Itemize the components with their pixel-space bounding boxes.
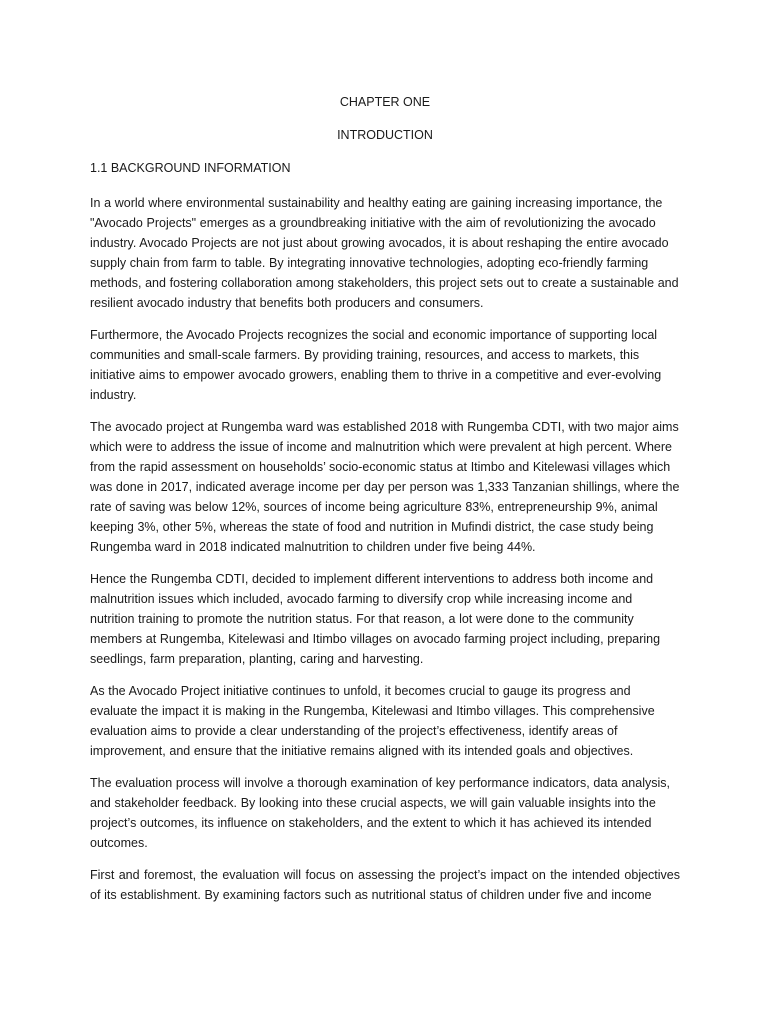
paragraph-6: The evaluation process will involve a thorough examination of key performance indicators, data analysis, and stakeholder feedback. By looking into these crucial aspects, we will gain valuable insights into the project’s outcomes, its influence on stakeholders, and the extent to which it has achieved its intended outcomes. xyxy=(90,776,670,850)
chapter-heading: CHAPTER ONE xyxy=(339,95,431,109)
paragraph-3: The avocado project at Rungemba ward was established 2018 with Rungemba CDTI, with two major aims which were to address the issue of income and malnutrition which were prevalent at high percent. Where from the rapid assessment on households’ socio-economic status at Itimbo and Kitelewasi villages which was done in 2017, indicated average income per day per person was 1,333 Tanzanian shillings, where the rate of saving was below 12%, sources of income being agriculture 83%, entrepreneurship 9%, animal keeping 3%, other 5%, whereas the state of food and nutrition in Mufindi district, the case study being Rungemba ward in 2018 indicated malnutrition to children under five being 44%. xyxy=(90,420,680,554)
paragraph-1: In a world where environmental sustainability and healthy eating are gaining increasing importance, the "Avocado Projects" emerges as a groundbreaking initiative with the aim of revolutionizing the avocado industry. Avocado Projects are not just about growing avocados, it is about reshaping the entire avocado supply chain from farm to table. By integrating innovative technologies, adopting eco-friendly farming methods, and fostering collaboration among stakeholders, this project sets out to create a sustainable and resilient avocado industry that benefits both producers and consumers. xyxy=(90,196,679,310)
section-heading: INTRODUCTION xyxy=(337,128,433,142)
paragraph-4: Hence the Rungemba CDTI, decided to implement different interventions to address both income and malnutrition issues which included, avocado farming to diversify crop while increasing income and nutrition training to promote the nutrition status. For that reason, a lot were done to the community members at Rungemba, Kitelewasi and Itimbo villages on avocado farming project including, preparing seedlings, farm preparation, planting, caring and harvesting. xyxy=(90,572,661,666)
paragraph-2: Furthermore, the Avocado Projects recognizes the social and economic importance of supporting local communities and small-scale farmers. By providing training, resources, and access to markets, this initiative aims to empower avocado growers, enabling them to thrive in a competitive and ever-evolving industry. xyxy=(90,328,662,402)
paragraph-5: As the Avocado Project initiative continues to unfold, it becomes crucial to gauge its progress and evaluate the impact it is making in the Rungemba, Kitelewasi and Itimbo villages. This comprehensive evaluation aims to provide a clear understanding of the project’s effectiveness, identify areas of improvement, and ensure that the initiative remains aligned with its intended goals and objectives. xyxy=(90,684,655,758)
subsection-heading: 1.1 BACKGROUND INFORMATION xyxy=(90,161,291,175)
paragraph-7: First and foremost, the evaluation will focus on assessing the project’s impact on the intended objectives of its establishment. By examining factors such as nutritional status of children under five and income xyxy=(90,868,680,902)
document-page xyxy=(90,94,680,917)
